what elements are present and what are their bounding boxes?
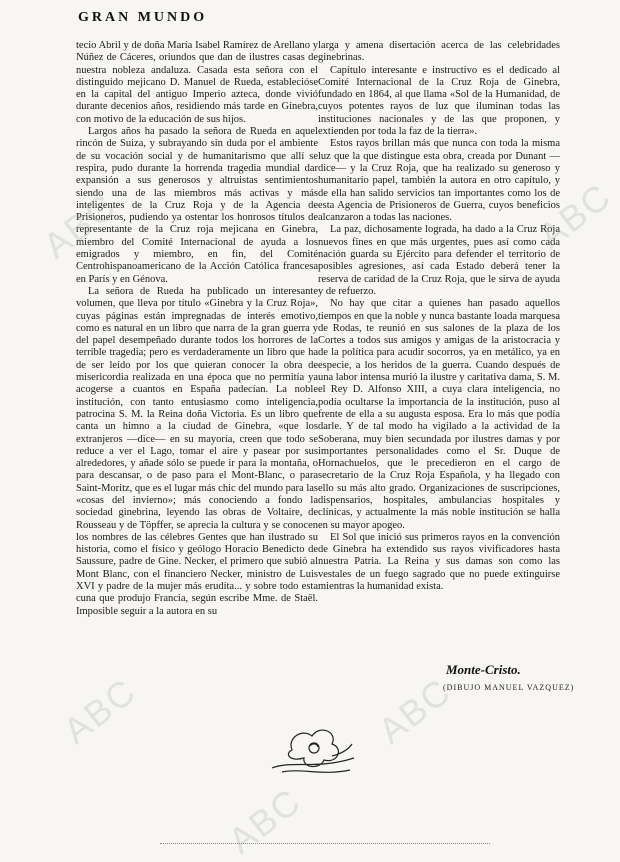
running-title: GRAN MUNDO: [78, 10, 208, 25]
paragraph: El Sol que inició sus primeros rayos en la convención de Ginebra ha extendido sus rayos vivificadores hasta nuestra Patria. La Reina y sus damas son como las vestales de un fuego sagrado que no puede extinguirse mientras la humanidad exista.: [318, 531, 560, 593]
paragraph: No hay que citar a quienes han pasado aquellos tiempos en que la noble y nunca bastante loada marquesa de Rodas, te reunió en sus salones de la plaza de los Cortes a todos sus amigos y amigas de la aristocracia y de la política para acudir socorros, ya en metálico, ya en especie, a los heridos de la guerra. Cuando después de una labor intensa murió la ilustre y caritativa dama, S. M. el Rey D. Alfonso XIII, a cuya clara inteligencia, no podía ocultarse la importancia de la institución, puso al frente de ella a su augusta esposa. Era lo más que podía darle. Y de tal modo ha vigilado a la actividad de la Soberana, muy bien secundada por ilustres damas y por importantes personalidades como el Sr. Duque de Hornachuelos, que le precedieron en el cargo de secretario de la Cruz Roja Española, y ha llegado con ello su más alto grado. Organizaciones de suscripciones, dispensarios, hospitales, ambulancias hospitales y clínicas, y actualmente la más noble institución se halla en su mayor apogeo.: [318, 298, 560, 531]
paragraph: tecio Abril y de doña María Isabel Ramírez de Arellano y Núñez de Cáceres, oriundos que dan de ilustres casas de nuestra nobleza andaluza. Casada esta señora con el distinguido mejicano D. Manuel de Rueda, establecióse en la capital del antiguo Imperio azteca, donde vivió durante decenios años, residiendo más tarde en Ginebra, con motivo de la educación de sus hijos.: [76, 40, 318, 125]
paragraph: larga y amena disertación acerca de las celebridades ginebrinas.: [318, 40, 560, 64]
flower-ornament-icon: [262, 710, 362, 780]
paragraph: La paz, dichosamente lograda, ha dado a la Cruz Roja nuevos fines en que más urgentes, pues así como cada nación guarda su Ejército para defender el territorio de posibles agresiones, así cada Estado deberá tener la reserva de caridad de la Cruz Roja, que le sirva de ayuda y de refuerzo.: [318, 224, 560, 297]
watermark: ABC: [370, 669, 459, 752]
watermark: ABC: [55, 669, 144, 752]
watermark: ABC: [530, 174, 619, 257]
paragraph: Capítulo interesante e instructivo es el dedicado al Comité Internacional de la Cruz Roja de Ginebra, fundado en 1864, al que llama «Sol de la Humanidad, de cuyos potentes rayos de luz que iluminan todas las instituciones nacionales y de las que proponen, y extienden por toda la faz de la tierra».: [318, 64, 560, 138]
watermark: ABC: [220, 779, 309, 862]
bottom-rule: [160, 843, 490, 846]
paragraph: La señora de Rueda ha publicado un interesante volumen, que lleva por título «Ginebra y la Cruz Roja», cuyas páginas están impregnadas de interés emotivo, como es natural en un libro que narra de la gran guerra y del papel desempeñado durante todos los horrores de la terrible tragedia; pero es verdaderamente un libro que ha de ser leído por los que quieran conocer la obra de misericordia realizada en una época que no permitía ya acogerse a cuantos en España padecían. La noble institución, con tanto entusiasmo como inteligencia, patrocina S. M. la Reina doña Victoria. Es un libro que canta un himno a la ciudad de Ginebra, «que los extranjeros —dice— en su mayoría, creen que todo se reduce a ver el Lago, tomar el aire y pasear por sus alrededores, y añade sólo se puede ir para la montaña, o para descansar, o de paso para el Mont-Blanc, o para Saint-Moritz, que es el lugar más chic del mundo para las «cosas del invierno»; más conociendo a fondo la sociedad ginebrina, leyendo las obras de Voltaire, de Rousseau y de Töpffer, se aprecia la cultura y se conocen los nombres de las célebres Gentes que han ilustrado su historia, como el físico y geólogo Horacio Benedicto de Saussure, padre de Gine. Necker, el primero que subió al Mont Blanc, con el financiero Necker, ministro de Luis XVI y padre de la mujer más erudita... y sobre todo esta cuna que produjo Francia, según escribe Mme. de Staël. Imposible seguir a la autora en su: [76, 285, 318, 617]
right-column: [318, 40, 560, 593]
paragraph: Largos años ha pasado la señora de Rueda en aquel rincón de Suiza, y subrayando sin duda por el ambiente de su vocación social y de humanitarismo que allí se respira, pudo durante la horrenda tragedia mundial dar expansión a sus generosos y altruistas sentimientos siendo una de las miembros más activas y más inteligentes de la Cruz Roja y de la Agencia de Prisioneros, pudiendo ya ostentar los honrosos títulos de representante de la Cruz roja mejicana en Ginebra, miembro del Comité Internacional de ayuda a los emigrados y miembro, en fin, del Comité Centrohispanoamericano de la Acción Católica francesa en París y en Génova.: [76, 126, 318, 285]
left-column: [76, 40, 318, 618]
paragraph: Estos rayos brillan más que nunca con toda la misma luz que la que distingue esta obra, creada por Dunant —dice— y la Cruz Roja, que ha realizado su generoso y humanitario papel, también la autora en otro capítulo, y de ella han salido servicios tan importantes como los de esta Agencia de Prisioneros de Guerra, cuyos beneficios alcanzaron a todas las naciones.: [318, 138, 560, 224]
author-signature: Monte-Cristo.: [446, 662, 521, 677]
signature-note: (DIBUJO MANUEL VAZQUEZ): [443, 683, 575, 692]
watermark: ABC: [35, 184, 124, 267]
